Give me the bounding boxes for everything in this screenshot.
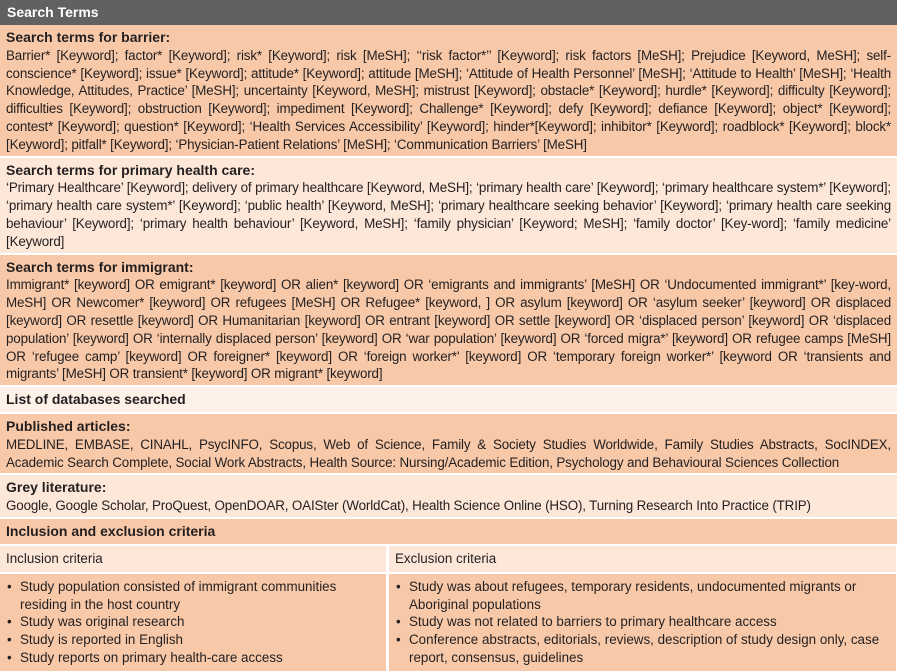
inclusion-list-container <box>0 574 386 671</box>
inclusion-item-text: Study was original research <box>20 614 185 630</box>
bullet-icon: • <box>396 632 401 648</box>
exclusion-item-text: Conference abstracts, editorials, reviews, description of study design only, case report, consensus, guidelines <box>409 632 880 665</box>
immigrant-section <box>0 255 897 388</box>
barrier-heading: Search terms for barrier: <box>6 29 171 45</box>
list-item <box>6 578 380 614</box>
primary-care-heading: Search terms for primary health care: <box>6 161 255 178</box>
grey-literature-heading: Grey literature: <box>6 479 107 496</box>
list-item <box>6 649 380 667</box>
immigrant-heading: Search terms for immigrant: <box>6 258 194 275</box>
primary-care-terms: ‘Primary Healthcare’ [Keyword]; delivery of primary healthcare [Keyword, MeSH]; ‘primary health care’ [Keyword]; ‘primary healthcare system*’ [Keyword]; ‘primary health care system*’ [Keyword]; ‘public health’ [Keyword, MeSH]; ‘primary healthcare seeking behavior’ [Keyword]; ‘primary health care seeking behaviour’ [Keyword]; ‘primary health behaviour’ [Keyword, MeSH]; ‘family physician’ [Keyword; MeSH]; ‘family doctor’ [Key-word]; ‘family medicine’ [Keyword] <box>6 180 891 249</box>
inclusion-heading: Inclusion criteria <box>0 546 386 574</box>
inclusion-item-text: Study is reported in English <box>20 632 184 648</box>
bullet-icon: • <box>7 632 12 648</box>
exclusion-list-container <box>389 574 896 671</box>
list-item <box>395 631 890 667</box>
criteria-heading: Inclusion and exclusion criteria <box>0 519 897 546</box>
list-item <box>6 613 380 631</box>
inclusion-item-text: Study population consisted of immigrant communities residing in the host country <box>20 578 337 612</box>
databases-heading: List of databases searched <box>0 387 897 414</box>
list-item <box>395 578 890 614</box>
published-databases: MEDLINE, EMBASE, CINAHL, PsycINFO, Scopus, Web of Science, Family & Society Studies Worldwide, Family Studies Abstracts, SocINDEX, Academic Search Complete, Social Work Abstracts, Health Source: Nursing/Academic Edition, Psychology and Behavioural Sciences Collection <box>6 436 891 470</box>
primary-care-section <box>0 158 897 255</box>
published-heading: Published articles: <box>6 417 131 434</box>
exclusion-column <box>386 546 896 671</box>
exclusion-heading: Exclusion criteria <box>389 546 896 574</box>
inclusion-list <box>6 578 380 667</box>
barrier-terms: Barrier* [Keyword]; factor* [Keyword]; risk* [Keyword]; risk [MeSH]; ‘‘risk factor*’’ [Keyword]; risk factors [MeSH]; Prejudice [Keyword, MeSH]; self-conscience* [Keyword]; issue* [Keyword]; attitude* [Keyword]; attitude [MeSH]; ‘Attitude of Health Personnel’ [MeSH]; ‘Attitude to Health’ [MeSH]; ‘Health Knowledge, Attitudes, Practice’ [MeSH]; uncertainty [Keyword, MeSH]; mistrust [Keyword]; obstacle* [Keyword]; hurdle* [Keyword]; difficulty [Keyword]; difficulties [Keyword]; obstruction [Keyword]; impediment [Keyword]; Challenge* [Keyword]; defy [Keyword]; defiance [Keyword]; object* [Keyword]; contest* [Keyword]; question* [Keyword]; ‘Health Services Accessibility’ [Keyword]; hinder*[Keyword]; inhibitor* [Keyword]; roadblock* [Keyword]; block* [Keyword]; pitfall* [Keyword]; ‘Physician-Patient Relations’ [MeSH]; ‘Communication Barriers’ [MeSH] <box>6 47 891 152</box>
bullet-icon: • <box>7 649 12 665</box>
immigrant-terms: Immigrant* [keyword] OR emigrant* [keyword] OR alien* [keyword] OR ‘emigrants and immigrants’ [MeSH] OR ‘Undocumented immigrant*’ [key-word, MeSH] OR Newcomer* [keyword] OR refugees [MeSH] OR Refugee* [keyword, ] OR asylum [keyword] OR ‘asylum seeker’ [keyword] OR displaced [keyword] OR resettle [keyword] OR Humanitarian [keyword] OR entrant [keyword] OR settle [keyword] OR ‘displaced person’ [keyword] OR ‘displaced population’ [keyword] OR ‘internally displaced person’ [keyword] OR ‘war population’ [keyword] OR ‘forced migra*’ [keyword] OR refugee camps [MeSH] OR ‘refugee camp’ [keyword] OR foreigner* [keyword] OR ‘foreign worker*’ [keyword] OR ‘temporary foreign worker*’ [keyword OR ‘transients and migrants’ [MeSH] OR transient* [keyword] OR migrant* [keyword] <box>6 277 891 382</box>
bullet-icon: • <box>7 578 12 594</box>
list-item <box>6 631 380 649</box>
bullet-icon: • <box>7 614 12 630</box>
exclusion-item-text: Study was about refugees, temporary residents, undocumented migrants or Aboriginal populations <box>409 578 857 612</box>
grey-literature-section <box>0 475 897 519</box>
grey-literature-sources: Google, Google Scholar, ProQuest, OpenDOAR, OAISter (WorldCat), Health Science Online (HSO), Turning Research Into Practice (TRIP) <box>6 498 811 514</box>
list-item <box>395 613 890 631</box>
bullet-icon: • <box>396 614 401 630</box>
exclusion-list <box>395 578 890 667</box>
criteria-columns <box>0 546 897 671</box>
exclusion-item-text: Study was not related to barriers to primary healthcare access <box>409 614 777 630</box>
published-section <box>0 414 897 475</box>
inclusion-item-text: Study reports on primary health-care access <box>20 649 283 665</box>
barrier-section <box>0 25 897 158</box>
bullet-icon: • <box>396 578 401 594</box>
table-title: Search Terms <box>0 0 897 25</box>
inclusion-column <box>0 546 386 671</box>
